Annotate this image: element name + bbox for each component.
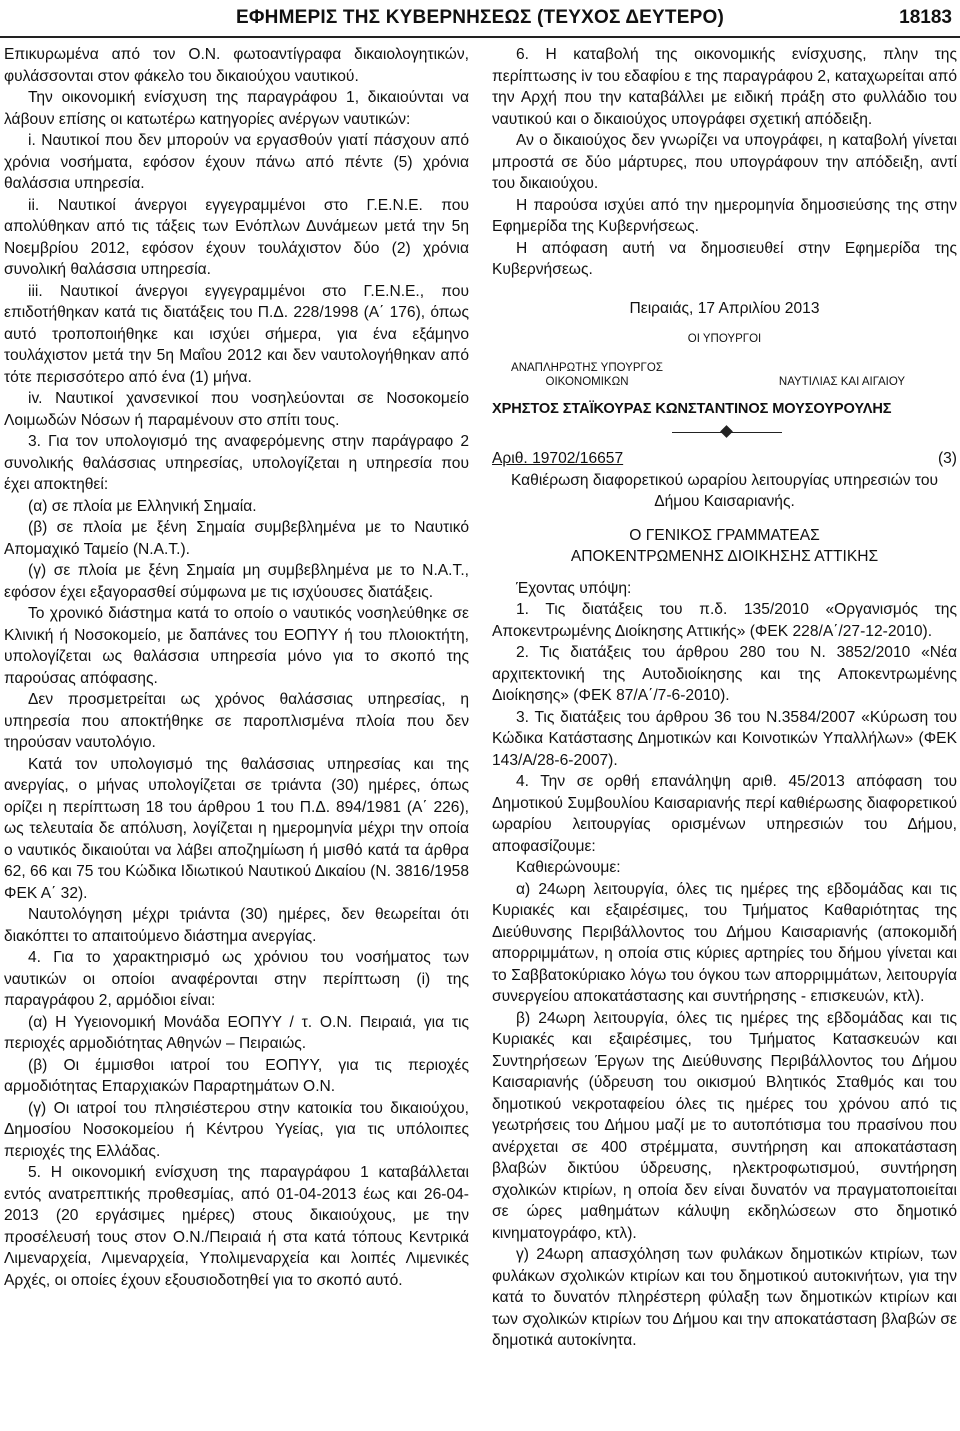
considering-item: 1. Τις διατάξεις του π.δ. 135/2010 «Οργανισμός της Αποκεντρωμένης Διοίκησης Αττικής» (ΦΕΚ 228/Α΄/27-12-2010). [492,601,957,640]
right-column [492,44,957,1352]
decision-number-row [492,448,957,470]
paragraph: (γ) Οι ιατροί του πλησιέστερου στην κατοικία του δικαιούχου, Δημοσίου Νοσοκομείου ή Κέντρου Υγείας, για τις υπόλοιπες περιοχές της Ελλάδας. [4,1099,469,1160]
paragraph: 5. Η οικονομική ενίσχυση της παραγράφου 1 καταβάλλεται εντός ανατρεπτικής προθεσμίας, από 01-04-2013 έως και 26-04-2013 (20 εργάσιμες ημέρες) στους δικαιούχους, με την προσέλευσή τους στον Ο.Ν./Πειραιά ή στα κατά τόπους Κεντρικά Λιμεναρχεία, Λιμεναρχεία, Υπολιμεναρχεία και λοιπές Λιμενικές Αρχές, οι οποίες έχουν εξουσιοδοτηθεί για το σκοπό αυτό. [4,1164,469,1289]
paragraph: (γ) σε πλοία με ξένη Σημαία μη συμβεβλημένα με το Ν.Α.Τ., εφόσον έχει εξαγορασθεί σύμφωνα με τις ισχύουσες διατάξεις. [4,562,469,601]
paragraph: Αν ο δικαιούχος δεν γνωρίζει να υπογράφει, η καταβολή γίνεται μπροστά σε δύο μάρτυρες, που υπογράφουν την απόδειξη, αντί του δικαιούχου. [492,132,957,192]
paragraph: 3. Για τον υπολογισμό της αναφερόμενης στην παράγραφο 2 συνολικής θαλάσσιας υπηρεσίας, υπολογίζεται η υπηρεσία που έχει αποκτηθεί: [4,433,469,493]
section-divider [492,420,957,446]
paragraph: Ναυτολόγηση μέχρι τριάντα (30) ημέρες, δεν θεωρείται ότι διακόπτει το απαιτούμενο διάστημα ανεργίας. [4,906,469,945]
establish-heading: Καθιερώνουμε: [516,859,621,876]
paragraph: (α) Η Υγειονομική Μονάδα ΕΟΠΥΥ / τ. Ο.Ν. Πειραιά, για τις περιοχές αρμοδιότητας Αθηνών – Πειραιώς. [4,1013,469,1052]
considering-heading: Έχοντας υπόψη: [516,579,632,597]
paragraph: iv. Ναυτικοί χανσενικοί που νοσηλεύονται σε Νοσοκομείο Λοιμωδών Νόσων ή παραμένουν στο σπίτι τους. [4,390,469,429]
paragraph: iii. Ναυτικοί άνεργοι εγγεγραμμένοι στο Γ.Ε.Ν.Ε., που επιδοτήθηκαν κατά τις διατάξεις του Π.Δ. 228/1998 (Α΄ 176), όπως αυτό τροποποιήθηκε και ισχύει σήμερα, για ένα εξάμηνο τουλάχιστον μετά την 5η Μαΐου 2012 και δεν ναυτολογήθηκαν από τότε περισσότερο από ένα (1) μήνα. [4,282,469,386]
minister2-title: ΝΑΥΤΙΛΙΑΣ ΚΑΙ ΑΙΓΑΙΟΥ [778,375,906,388]
signature-block [492,298,957,421]
minister-names: ΧΡΗΣΤΟΣ ΣΤΑΪΚΟΥΡΑΣ ΚΩΝΣΤΑΝΤΙΝΟΣ ΜΟΥΣΟΥΡΟΥΛΗΣ [492,400,892,417]
minister-titles [492,361,957,389]
decision-number: Αριθ. 19702/16657 [492,450,624,467]
considering-item: 3. Τις διατάξεις του άρθρου 36 του Ν.3584/2007 «Κύρωση του Κώδικα Κατάστασης Δημοτικών και Κοινοτικών Υπαλλήλων» (ΦΕΚ 143/Α/28-6-2007). [492,708,957,769]
minister1-title: ΑΝΑΠΛΗΡΩΤΗΣ ΥΠΟΥΡΓΟΣ ΟΙΚΟΝΟΜΙΚΩΝ [511,361,663,388]
paragraph: 4. Για το χαρακτηρισμό ως χρόνιου του νοσήματος των ναυτικών οι οποίοι αναφέρονται στην περίπτωση (i) της παραγράφου 2, αρμόδιοι είναι: [4,949,469,1009]
divider-diamond-icon [720,425,733,438]
paragraph: Η παρούσα ισχύει από την ημερομηνία δημοσιεύσης της στην Εφημερίδα της Κυβερνήσεως. [492,196,957,235]
left-column [4,44,469,1291]
decision-clause: α) 24ωρη λειτουργία, όλες τις ημέρες της εβδομάδας και τις Κυριακές και εξαιρέσιμες, του Τμήματος Καθαριότητας της Διεύθυνσης Περιβάλλοντος του Δήμου Καισαριανής (αποκομιδή απορριμμάτων, η οποία στις κύριες αρτηρίες του δήμου γίνεται και το Σαββατοκύριακο λόγω του όγκου των απορριμμάτων, λειτουργία συνεργείου αποκατάστασης και συντήρησης - επισκευών, κτλ). [492,880,957,1005]
paragraph: ii. Ναυτικοί άνεργοι εγγεγραμμένοι στο Γ.Ε.Ν.Ε. που απολύθηκαν από τις τάξεις των Ενόπλων Δυνάμεων μετά την 5η Νοεμβρίου 2012, εφόσον έχουν τουλάχιστον δύο (2) χρόνια συνολική θαλάσσια υπηρεσία. [4,196,469,278]
paragraph: 6. Η καταβολή της οικονομικής ενίσχυσης, πλην της περίπτωσης iv του εδαφίου ε της παραγράφου 2, καταχωρείται από την Αρχή που την καταβάλλει με ειδική πράξη στο φυλλάδιο του ναυτικού και ο δικαιούχος υπογράφει σχετική απόδειξη. [492,46,957,128]
paragraph: Το χρονικό διάστημα κατά το οποίο ο ναυτικός νοσηλεύθηκε σε Κλινική ή Νοσοκομείο, με δαπάνες του ΕΟΠΥΥ ή του πλοιοκτήτη, υπολογίζεται ως θαλάσσια υπηρεσία μόνο για το σκοπό της παρούσας απόφασης. [4,605,469,687]
page-header [0,6,960,38]
paragraph: (β) σε πλοία με ξένη Σημαία συμβεβλημένα με το Ναυτικό Απομαχικό Ταμείο (Ν.Α.Τ.). [4,519,469,558]
authority-line-2: ΑΠΟΚΕΝΤΡΩΜΕΝΗΣ ΔΙΟΙΚΗΣΗΣ ΑΤΤΙΚΗΣ [570,548,879,565]
page-number: 18183 [899,7,952,28]
paragraph: Δεν προσμετρείται ως χρόνος θαλάσσιας υπηρεσίας, η υπηρεσία που αποκτήθηκε σε παροπλισμένα πλοία που δεν τηρούσαν ναυτολόγιο. [4,691,469,751]
paragraph: Κατά τον υπολογισμό της θαλάσσιας υπηρεσίας και της ανεργίας, ο μήνας υπολογίζεται σε τριάντα (30) ημέρες, όπως ορίζει η περίπτωση 18 του άρθρου 1 του Π.Δ. 894/1981 (Α΄ 226), ως τελευταία δε απόλυση, λογίζεται η ημερομηνία μέχρι την οποία ο ναυτικός δικαιούται να λάβει αποζημίωση ή μισθό κατά τα άρθρα 62, 66 και 75 του Κώδικα Ιδιωτικού Ναυτικού Δικαίου (Ν. 3816/1958 ΦΕΚ Α΄ 32). [4,755,469,902]
place-date: Πειραιάς, 17 Απριλίου 2013 [629,299,820,317]
decision-clause: γ) 24ωρη απασχόληση των φυλάκων δημοτικών κτιρίων, των φυλάκων σχολικών κτιρίων και του δημοτικού αυτοκινήτων, για την κατά το δυνατόν πληρέστερη φύλαξη των δημοτικών κτιρίων και των σχολικών κτιρίων του Δήμου και την αποκατάσταση βλαβών σε δημοτικά αυτοκίνητα. [492,1246,957,1349]
paragraph: (β) Οι έμμισθοι ιατροί του ΕΟΠΥΥ, για τις περιοχές αρμοδιότητας Επαρχιακών Παραρτημάτων Ο.Ν. [4,1056,469,1095]
paragraph: (α) σε πλοία με Ελληνική Σημαία. [28,497,257,515]
paragraph: Την οικονομική ενίσχυση της παραγράφου 1, δικαιούνται να λάβουν επίσης οι κατωτέρω κατηγορίες ανέργων ναυτικών: [4,89,469,128]
decision-title: Καθιέρωση διαφορετικού ωραρίου λειτουργίας υπηρεσιών του Δήμου Καισαριανής. [510,471,939,510]
considering-item: 2. Τις διατάξεις του άρθρου 280 του Ν. 3852/2010 «Νέα αρχιτεκτονική της Αυτοδιοίκησης και της Αποκεντρωμένης Διοίκησης» (ΦΕΚ 87/Α΄/7-6-2010). [492,644,957,704]
decision-clause: β) 24ωρη λειτουργία, όλες τις ημέρες της εβδομάδας και τις Κυριακές και εξαιρέσιμες, του Τμήματος Κατασκευών και Συντηρήσεων Έργων της Διεύθυνσης Περιβάλλοντος του Δήμου Καισαριανής (ύδρευση του οικισμού Βλητικός Σταθμός και του δημοτικού νεκροταφείου όλες τις ημέρες του χρόνου από τις γεωτρήσεις του Δήμου μαζί με το αυτοπότισμα του πρασίνου που ανέρχεται σε 400 στρέμματα, συντήρηση και αποκατάσταση βλαβών δικτύου ύδρευσης, ηλεκτροφωτισμού, συντήρηση σχολικών κτιρίων, η οποία δεν είναι δυνατόν να πραγματοποιείται σε ώρες μαθημάτων κάλυψη εκδηλώσεων στο δημοτικό κινηματογράφο, κτλ). [492,1009,957,1242]
authority-line-1: Ο ΓΕΝΙΚΟΣ ΓΡΑΜΜΑΤΕΑΣ [629,526,820,544]
decision-index: (3) [937,450,957,467]
considering-item: 4. Την σε ορθή επανάληψη αριθ. 45/2013 απόφαση του Δημοτικού Συμβουλίου Καισαριανής περί καθιέρωσης διαφορετικού ωραρίου λειτουργίας ορισμένων υπηρεσιών του Δήμου, αποφασίζουμε: [492,773,957,855]
paragraph: i. Ναυτικοί που δεν μπορούν να εργασθούν γιατί πάσχουν από χρόνια νοσήματα, εφόσον έχουν πάνω από πέντε (5) χρόνια θαλάσσια υπηρεσία. [4,132,469,192]
paragraph: Επικυρωμένα από τον Ο.Ν. φωτοαντίγραφα δικαιολογητικών, φυλάσσονται στον φάκελο του δικαιούχου ναυτικού. [4,46,469,85]
ministers-heading: ΟΙ ΥΠΟΥΡΓΟΙ [687,333,762,345]
gazette-title: ΕΦΗΜΕΡΙΣ ΤΗΣ ΚΥΒΕΡΝΗΣΕΩΣ (ΤΕΥΧΟΣ ΔΕΥΤΕΡΟ) [236,7,724,28]
paragraph: Η απόφαση αυτή να δημοσιευθεί στην Εφημερίδα της Κυβερνήσεως. [492,239,957,278]
